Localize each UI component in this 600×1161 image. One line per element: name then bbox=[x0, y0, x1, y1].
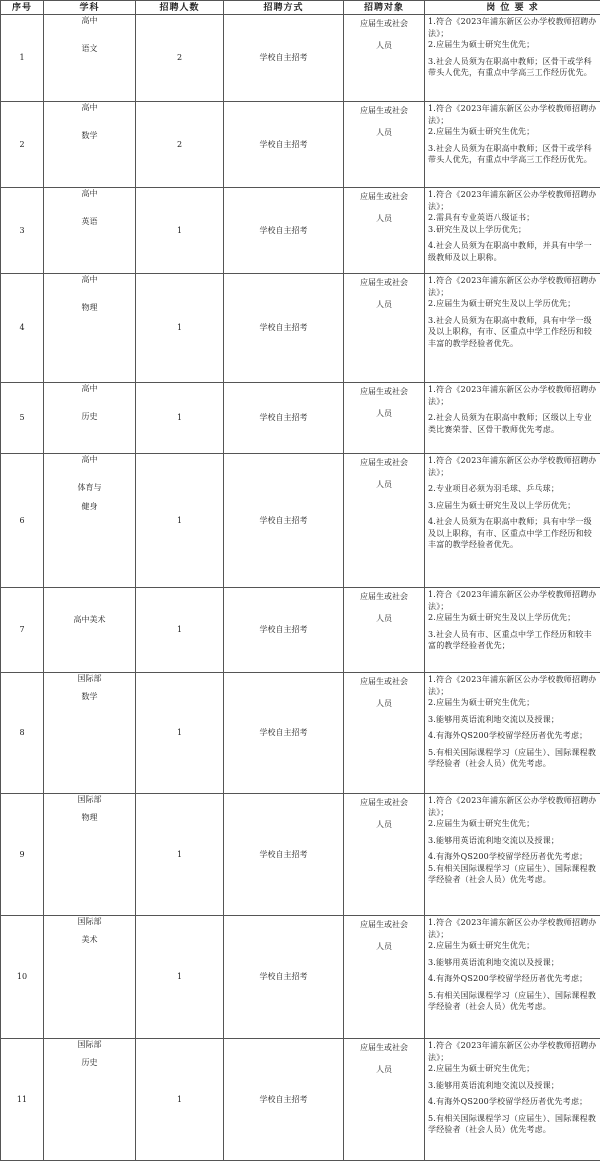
recruit-count: 1 bbox=[136, 1039, 224, 1161]
requirement-item: 1.符合《2023年浦东新区公办学校教师招聘办法》； bbox=[428, 103, 598, 126]
subject-line: 国际部 bbox=[44, 1039, 135, 1051]
recruit-target bbox=[344, 383, 425, 454]
recruit-count: 1 bbox=[136, 454, 224, 588]
table-row bbox=[1, 188, 600, 274]
requirement-item: 4.有海外QS200学校留学经历者优先考虑； bbox=[428, 1096, 598, 1108]
target-line: 人员 bbox=[344, 117, 424, 139]
requirements-cell bbox=[425, 673, 600, 794]
requirement-item: 2.社会人员须为在职高中教师；区级以上专业类比赛荣誉、区骨干教师优先考虑。 bbox=[428, 412, 598, 435]
subject-cell bbox=[44, 274, 136, 383]
requirement-item: 2.专业项目必须为羽毛球、乒乓球； bbox=[428, 483, 598, 495]
target-line: 人员 bbox=[344, 688, 424, 710]
table-row bbox=[1, 1039, 600, 1161]
header-target: 招聘对象 bbox=[344, 1, 425, 15]
header-subject: 学科 bbox=[44, 1, 136, 15]
requirement-item: 1.符合《2023年浦东新区公办学校教师招聘办法》； bbox=[428, 589, 598, 612]
subject-cell bbox=[44, 383, 136, 454]
recruit-method: 学校自主招考 bbox=[224, 383, 344, 454]
target-line: 人员 bbox=[344, 398, 424, 420]
requirement-item: 2.应届生为硕士研究生优先； bbox=[428, 1063, 598, 1075]
target-line: 应届生或社会 bbox=[344, 386, 424, 398]
target-line: 应届生或社会 bbox=[344, 457, 424, 469]
target-line: 人员 bbox=[344, 809, 424, 831]
recruit-method: 学校自主招考 bbox=[224, 102, 344, 188]
subject-line: 数学 bbox=[44, 114, 135, 142]
table-row bbox=[1, 454, 600, 588]
subject-cell bbox=[44, 188, 136, 274]
target-line: 人员 bbox=[344, 203, 424, 225]
requirement-item: 2.应届生为硕士研究生优先； bbox=[428, 39, 598, 51]
requirement-item: 1.符合《2023年浦东新区公办学校教师招聘办法》； bbox=[428, 275, 598, 298]
subject-line: 国际部 bbox=[44, 673, 135, 685]
subject-cell bbox=[44, 454, 136, 588]
requirements-cell bbox=[425, 1039, 600, 1161]
subject-cell bbox=[44, 102, 136, 188]
table-row bbox=[1, 673, 600, 794]
recruit-count: 1 bbox=[136, 916, 224, 1039]
subject-line: 物理 bbox=[44, 286, 135, 314]
row-number: 8 bbox=[1, 673, 44, 794]
recruit-target bbox=[344, 102, 425, 188]
requirements-cell bbox=[425, 102, 600, 188]
requirement-item: 4.有海外QS200学校留学经历者优先考虑； bbox=[428, 851, 598, 863]
table-row bbox=[1, 102, 600, 188]
row-number: 4 bbox=[1, 274, 44, 383]
requirement-item: 2.需具有专业英语八级证书； bbox=[428, 212, 598, 224]
row-number: 5 bbox=[1, 383, 44, 454]
recruit-method: 学校自主招考 bbox=[224, 588, 344, 673]
recruit-method: 学校自主招考 bbox=[224, 916, 344, 1039]
row-number: 1 bbox=[1, 15, 44, 102]
subject-line: 历史 bbox=[44, 1051, 135, 1069]
row-number: 9 bbox=[1, 794, 44, 916]
subject-line: 英语 bbox=[44, 200, 135, 228]
requirement-item: 1.符合《2023年浦东新区公办学校教师招聘办法》； bbox=[428, 1040, 598, 1063]
recruit-target bbox=[344, 588, 425, 673]
requirement-item: 3.社会人员须为在职高中教师；区骨干或学科带头人优先，有重点中学高三工作经历优先。 bbox=[428, 56, 598, 79]
requirement-item: 2.应届生为硕士研究生优先； bbox=[428, 697, 598, 709]
subject-cell bbox=[44, 1039, 136, 1161]
requirement-item: 2.应届生为硕士研究生优先； bbox=[428, 126, 598, 138]
row-number: 6 bbox=[1, 454, 44, 588]
requirement-item: 4.有海外QS200学校留学经历者优先考虑； bbox=[428, 730, 598, 742]
subject-line: 高中 bbox=[44, 15, 135, 27]
recruit-target bbox=[344, 794, 425, 916]
requirement-item: 1.符合《2023年浦东新区公办学校教师招聘办法》； bbox=[428, 917, 598, 940]
subject-cell bbox=[44, 673, 136, 794]
subject-line: 国际部 bbox=[44, 916, 135, 928]
subject-cell bbox=[44, 916, 136, 1039]
target-line: 人员 bbox=[344, 289, 424, 311]
subject-line: 国际部 bbox=[44, 794, 135, 806]
header-count: 招聘人数 bbox=[136, 1, 224, 15]
target-line: 人员 bbox=[344, 603, 424, 625]
recruit-method: 学校自主招考 bbox=[224, 454, 344, 588]
requirements-cell bbox=[425, 454, 600, 588]
table-row bbox=[1, 794, 600, 916]
recruit-count: 2 bbox=[136, 102, 224, 188]
header-no: 序号 bbox=[1, 1, 44, 15]
subject-line: 高中 bbox=[44, 274, 135, 286]
recruit-target bbox=[344, 1039, 425, 1161]
requirement-item: 5.有相关国际课程学习（应届生）、国际课程教学经验者（社会人员）优先考虑。 bbox=[428, 990, 598, 1013]
requirement-item: 3.应届生为硕士研究生及以上学历优先； bbox=[428, 500, 598, 512]
table-row bbox=[1, 383, 600, 454]
row-number: 10 bbox=[1, 916, 44, 1039]
target-line: 应届生或社会 bbox=[344, 1042, 424, 1054]
requirement-item: 3.能够用英语流利地交流以及授课； bbox=[428, 714, 598, 726]
requirement-item: 3.社会人员须为在职高中教师，具有中学一级及以上职称，有市、区重点中学工作经历和较丰富的教学经验者优先。 bbox=[428, 315, 598, 350]
requirement-item: 4.社会人员须为在职高中教师，并具有中学一级教师及以上职称。 bbox=[428, 240, 598, 263]
table-body bbox=[1, 15, 600, 1161]
subject-cell bbox=[44, 15, 136, 102]
subject-line: 历史 bbox=[44, 395, 135, 423]
recruit-count: 1 bbox=[136, 673, 224, 794]
requirement-item: 2.应届生为硕士研究生优先； bbox=[428, 818, 598, 830]
recruit-method: 学校自主招考 bbox=[224, 15, 344, 102]
requirements-cell bbox=[425, 15, 600, 102]
requirements-cell bbox=[425, 383, 600, 454]
row-number: 11 bbox=[1, 1039, 44, 1161]
subject-line: 高中 bbox=[44, 188, 135, 200]
recruit-count: 1 bbox=[136, 188, 224, 274]
recruit-method: 学校自主招考 bbox=[224, 1039, 344, 1161]
target-line: 应届生或社会 bbox=[344, 676, 424, 688]
row-number: 7 bbox=[1, 588, 44, 673]
requirements-cell bbox=[425, 188, 600, 274]
subject-line: 体育与 bbox=[44, 466, 135, 494]
recruit-target bbox=[344, 454, 425, 588]
requirement-item: 1.符合《2023年浦东新区公办学校教师招聘办法》； bbox=[428, 384, 598, 407]
requirement-item: 5.有相关国际课程学习（应届生）、国际课程教学经验者（社会人员）优先考虑。 bbox=[428, 747, 598, 770]
requirements-cell bbox=[425, 588, 600, 673]
target-line: 人员 bbox=[344, 469, 424, 491]
recruit-count: 1 bbox=[136, 794, 224, 916]
target-line: 应届生或社会 bbox=[344, 277, 424, 289]
requirements-cell bbox=[425, 916, 600, 1039]
recruit-method: 学校自主招考 bbox=[224, 188, 344, 274]
requirement-item: 3.能够用英语流利地交流以及授课； bbox=[428, 957, 598, 969]
requirements-cell bbox=[425, 274, 600, 383]
recruit-count: 1 bbox=[136, 274, 224, 383]
requirements-cell bbox=[425, 794, 600, 916]
requirement-item: 3.社会人员须为在职高中教师；区骨干或学科带头人优先，有重点中学高三工作经历优先。 bbox=[428, 143, 598, 166]
requirement-item: 5.有相关国际课程学习（应届生）、国际课程教学经验者（社会人员）优先考虑。 bbox=[428, 863, 598, 886]
target-line: 应届生或社会 bbox=[344, 191, 424, 203]
requirement-item: 4.有海外QS200学校留学经历者优先考虑； bbox=[428, 973, 598, 985]
requirement-item: 1.符合《2023年浦东新区公办学校教师招聘办法》； bbox=[428, 674, 598, 697]
table-row bbox=[1, 588, 600, 673]
recruit-method: 学校自主招考 bbox=[224, 673, 344, 794]
recruit-target bbox=[344, 188, 425, 274]
requirement-item: 3.能够用英语流利地交流以及授课； bbox=[428, 1080, 598, 1092]
requirement-item: 2.应届生为硕士研究生及以上学历优先； bbox=[428, 298, 598, 310]
recruit-target bbox=[344, 916, 425, 1039]
requirement-item: 3.社会人员有市、区重点中学工作经历和较丰富的教学经验者优先； bbox=[428, 629, 598, 652]
header-row bbox=[1, 1, 600, 15]
requirement-item: 3.研究生及以上学历优先； bbox=[428, 224, 598, 236]
target-line: 人员 bbox=[344, 1054, 424, 1076]
target-line: 应届生或社会 bbox=[344, 591, 424, 603]
target-line: 应届生或社会 bbox=[344, 18, 424, 30]
header-method: 招聘方式 bbox=[224, 1, 344, 15]
recruit-method: 学校自主招考 bbox=[224, 794, 344, 916]
row-number: 2 bbox=[1, 102, 44, 188]
recruit-count: 1 bbox=[136, 383, 224, 454]
subject-line: 高中 bbox=[44, 454, 135, 466]
target-line: 人员 bbox=[344, 931, 424, 953]
header-requirements: 岗 位 要 求 bbox=[425, 1, 600, 15]
subject-line: 高中美术 bbox=[44, 588, 135, 626]
subject-line: 数学 bbox=[44, 685, 135, 703]
recruit-method: 学校自主招考 bbox=[224, 274, 344, 383]
requirement-item: 1.符合《2023年浦东新区公办学校教师招聘办法》； bbox=[428, 455, 598, 478]
recruit-count: 2 bbox=[136, 15, 224, 102]
recruit-target bbox=[344, 15, 425, 102]
subject-line: 美术 bbox=[44, 928, 135, 946]
requirement-item: 5.有相关国际课程学习（应届生）、国际课程教学经验者（社会人员）优先考虑。 bbox=[428, 1113, 598, 1136]
requirement-item: 2.应届生为硕士研究生及以上学历优先； bbox=[428, 612, 598, 624]
table-row bbox=[1, 15, 600, 102]
target-line: 应届生或社会 bbox=[344, 919, 424, 931]
subject-line: 语文 bbox=[44, 27, 135, 55]
target-line: 应届生或社会 bbox=[344, 797, 424, 809]
requirement-item: 1.符合《2023年浦东新区公办学校教师招聘办法》； bbox=[428, 189, 598, 212]
requirement-item: 2.应届生为硕士研究生优先； bbox=[428, 940, 598, 952]
table-row bbox=[1, 274, 600, 383]
recruit-target bbox=[344, 274, 425, 383]
subject-cell bbox=[44, 794, 136, 916]
recruit-target bbox=[344, 673, 425, 794]
subject-cell bbox=[44, 588, 136, 673]
subject-line: 高中 bbox=[44, 102, 135, 114]
subject-line: 健身 bbox=[44, 493, 135, 513]
subject-line: 高中 bbox=[44, 383, 135, 395]
requirement-item: 1.符合《2023年浦东新区公办学校教师招聘办法》； bbox=[428, 16, 598, 39]
recruit-count: 1 bbox=[136, 588, 224, 673]
subject-line: 物理 bbox=[44, 806, 135, 824]
requirement-item: 3.能够用英语流利地交流以及授课； bbox=[428, 835, 598, 847]
target-line: 应届生或社会 bbox=[344, 105, 424, 117]
requirement-item: 4.社会人员须为在职高中教师；具有中学一级及以上职称，有市、区重点中学工作经历和较丰富的教学经验者优先。 bbox=[428, 516, 598, 551]
target-line: 人员 bbox=[344, 30, 424, 52]
row-number: 3 bbox=[1, 188, 44, 274]
table-row bbox=[1, 916, 600, 1039]
requirement-item: 1.符合《2023年浦东新区公办学校教师招聘办法》； bbox=[428, 795, 598, 818]
